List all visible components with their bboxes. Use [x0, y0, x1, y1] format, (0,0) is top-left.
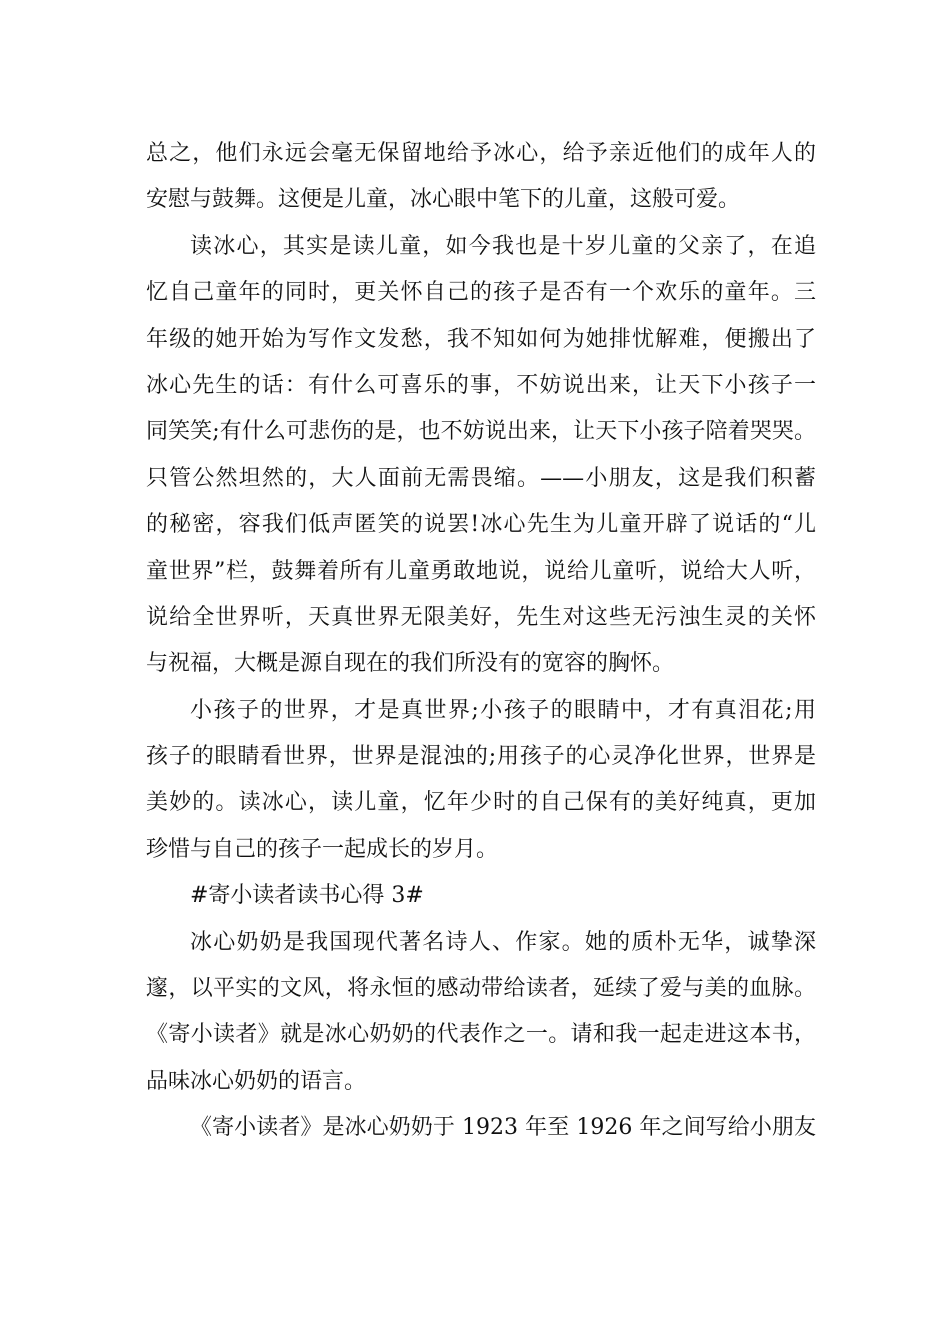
text-line: 与祝福，大概是源自现在的我们所没有的宽容的胸怀。 — [146, 651, 675, 677]
text-line: 珍惜与自己的孩子一起成长的岁月。 — [146, 836, 499, 862]
text-line: 邃，以平实的文风，将永恒的感动带给读者，延续了爱与美的血脉。 — [146, 976, 816, 1002]
text-line: 《寄小读者》就是冰心奶奶的代表作之一。请和我一起走进这本书， — [146, 1022, 816, 1048]
paragraph-start-line: 小孩子的世界，才是真世界;小孩子的眼睛中，才有真泪花;用 — [190, 697, 816, 723]
text-line: 只管公然坦然的，大人面前无需畏缩。——小朋友，这是我们积蓄 — [146, 465, 816, 491]
section-heading: #寄小读者读书心得 3# — [190, 883, 424, 909]
text-line: 忆自己童年的同时，更关怀自己的孩子是否有一个欢乐的童年。三 — [146, 280, 816, 306]
paragraph-start-line: 冰心奶奶是我国现代著名诗人、作家。她的质朴无华，诚挚深 — [190, 929, 816, 955]
text-line: 年级的她开始为写作文发愁，我不知如何为她排忧解难，便搬出了 — [146, 326, 816, 352]
paragraph-start-line: 《寄小读者》是冰心奶奶于 1923 年至 1926 年之间写给小朋友 — [190, 1115, 816, 1141]
text-line: 同笑笑;有什么可悲伤的是，也不妨说出来，让天下小孩子陪着哭哭。 — [146, 419, 816, 445]
text-line: 总之，他们永远会毫无保留地给予冰心，给予亲近他们的成年人的 — [146, 141, 816, 166]
text-line: 说给全世界听，天真世界无限美好，先生对这些无污浊生灵的关怀 — [146, 604, 816, 630]
text-line: 美妙的。读冰心，读儿童，忆年少时的自己保有的美好纯真，更加 — [146, 790, 816, 816]
text-line: 品味冰心奶奶的语言。 — [146, 1068, 367, 1094]
text-line: 冰心先生的话：有什么可喜乐的事，不妨说出来，让天下小孩子一 — [146, 372, 816, 398]
text-line: 的秘密，容我们低声匿笑的说罢!冰心先生为儿童开辟了说话的“儿 — [146, 512, 816, 538]
text-line: 童世界”栏，鼓舞着所有儿童勇敢地说，说给儿童听，说给大人听， — [146, 558, 816, 584]
paragraph-start-line: 读冰心，其实是读儿童，如今我也是十岁儿童的父亲了，在追 — [190, 233, 816, 259]
text-line: 孩子的眼睛看世界，世界是混浊的;用孩子的心灵净化世界，世界是 — [146, 744, 816, 770]
text-line: 安慰与鼓舞。这便是儿童，冰心眼中笔下的儿童，这般可爱。 — [146, 187, 741, 213]
document-text — [146, 131, 816, 1152]
